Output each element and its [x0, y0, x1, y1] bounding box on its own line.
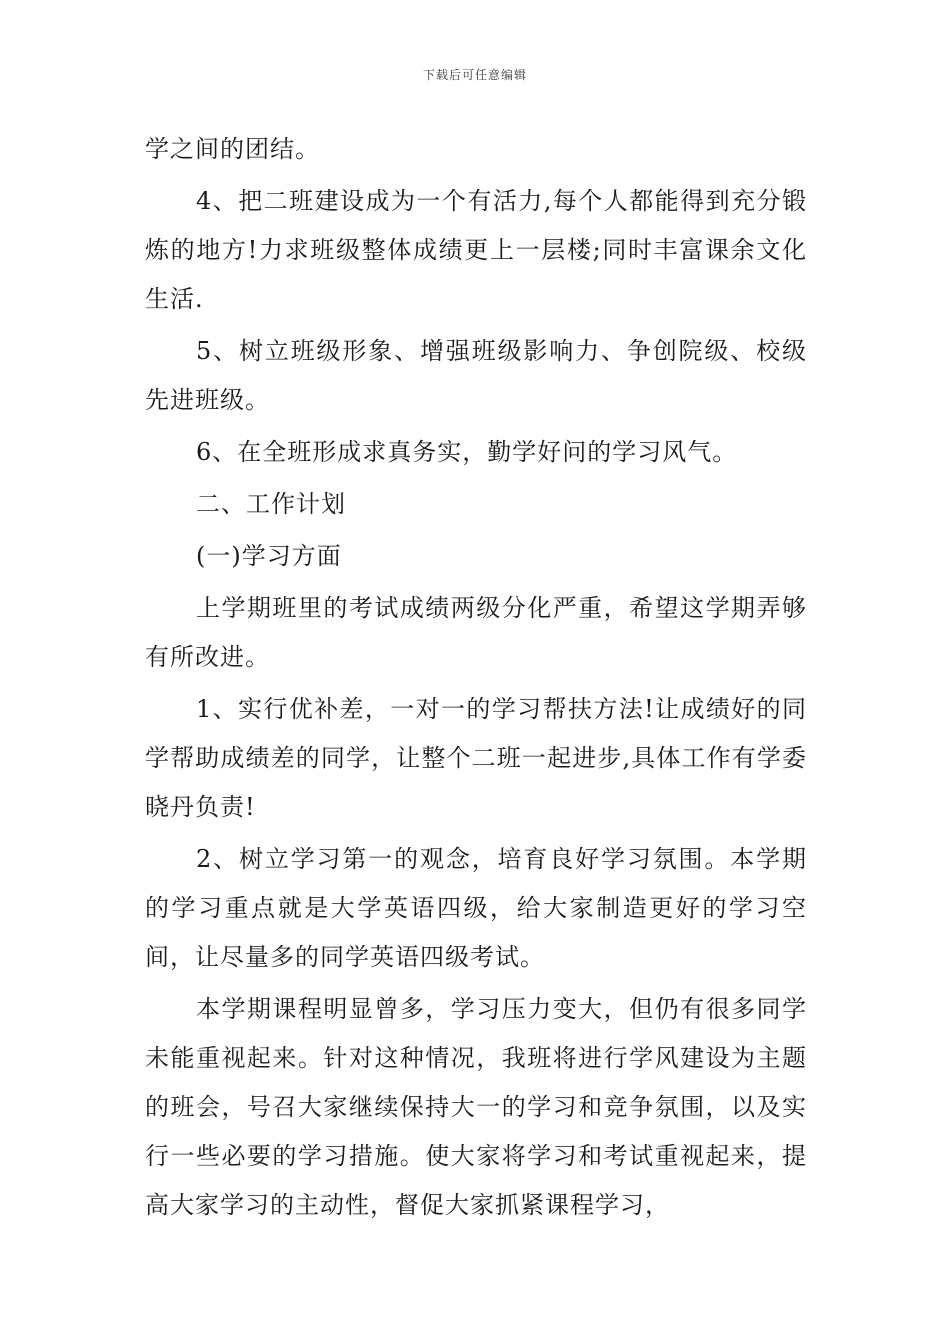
- paragraph-6: 1、实行优补差，一对一的学习帮扶方法!让成绩好的同学帮助成绩差的同学，让整个二班一起进步,具体工作有学委晓丹负责!: [145, 695, 807, 821]
- subsection-heading-study: (一)学习方面: [196, 542, 342, 570]
- page-header-note: 下载后可任意编辑: [422, 68, 527, 82]
- paragraph-3: 5、树立班级形象、增强班级影响力、争创院级、校级先进班级。: [145, 337, 807, 414]
- paragraph-4: 6、在全班形成求真务实，勤学好问的学习风气。: [196, 438, 738, 466]
- section-heading-work-plan: 二、工作计划: [196, 490, 346, 518]
- paragraph-8: 本学期课程明显曾多，学习压力变大，但仍有很多同学未能重视起来。针对这种情况，我班将进行学风建设为主题的班会，号召大家继续保持大一的学习和竞争氛围，以及实行一些必要的学习措施。使大家将学习和考试重视起来，提高大家学习的主动性，督促大家抓紧课程学习，: [145, 995, 807, 1219]
- paragraph-2: 4、把二班建设成为一个有活力,每个人都能得到充分锻炼的地方!力求班级整体成绩更上一层楼;同时丰富课余文化生活.: [145, 187, 807, 313]
- paragraph-7: 2、树立学习第一的观念，培育良好学习氛围。本学期的学习重点就是大学英语四级，给大家制造更好的学习空间，让尽量多的同学英语四级考试。: [145, 845, 807, 971]
- paragraph-1: 学之间的团结。: [145, 135, 320, 163]
- document-body: [145, 125, 807, 1233]
- paragraph-5: 上学期班里的考试成绩两级分化严重，希望这学期弄够有所改进。: [145, 594, 807, 671]
